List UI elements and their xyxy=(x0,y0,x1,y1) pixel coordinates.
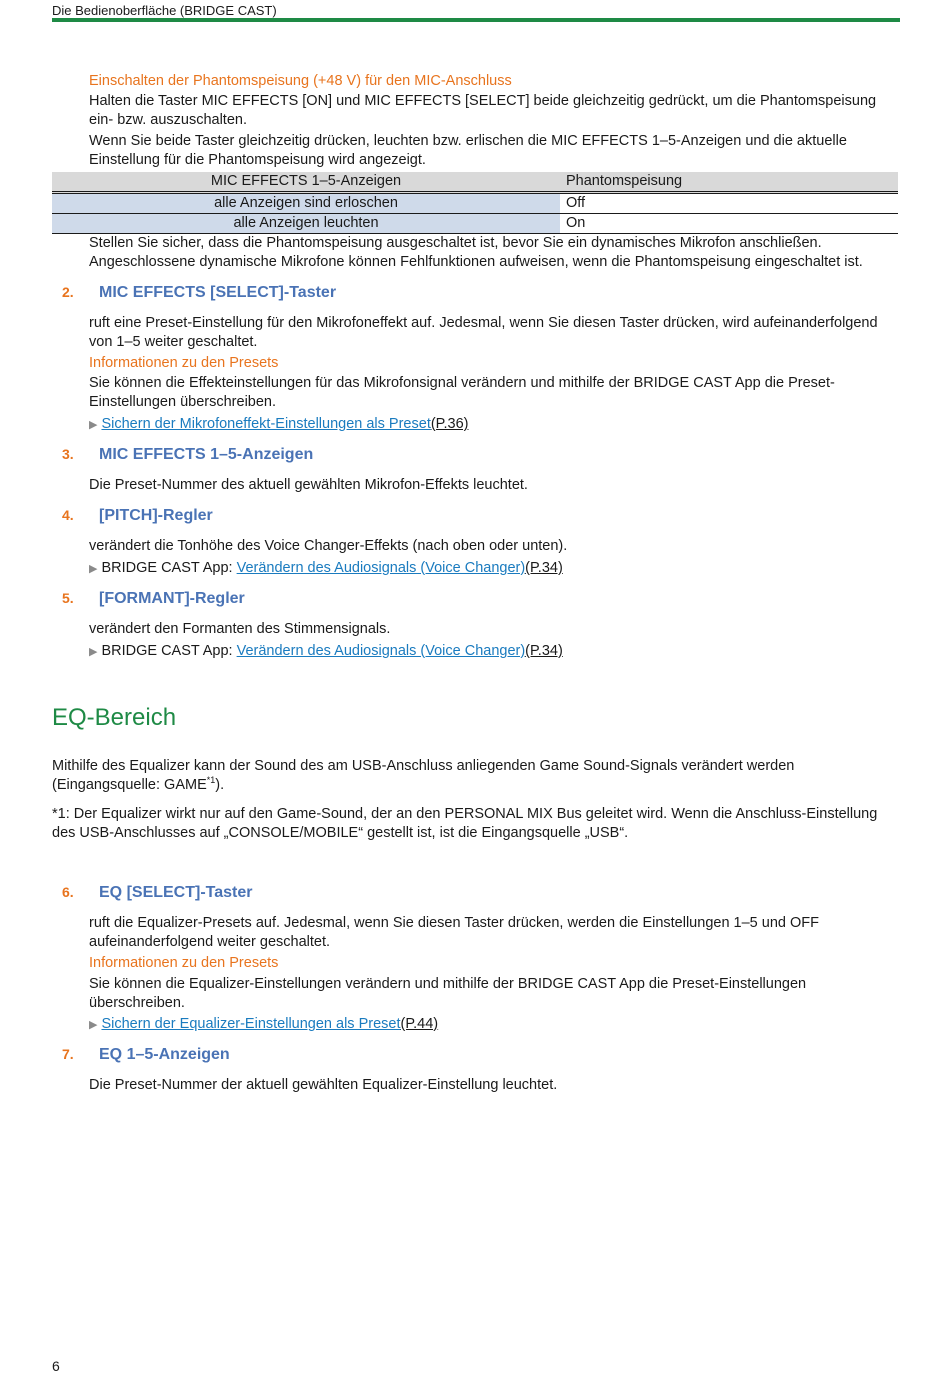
header-rule xyxy=(52,18,900,22)
item-title: [PITCH]-Regler xyxy=(99,507,213,524)
item-2-text: ruft eine Preset-Einstellung für den Mikrofoneffekt auf. Jedesmal, wenn Sie diesen Taster drücken, wird aufeinanderfolgend von 1–5 weiter geschaltet. xyxy=(89,315,878,350)
phantom-heading: Einschalten der Phantomspeisung (+48 V) für den MIC-Anschluss xyxy=(89,73,512,89)
table-header-col2: Phantomspeisung xyxy=(560,172,898,193)
table-cell: alle Anzeigen leuchten xyxy=(52,214,560,234)
item-7-text: Die Preset-Nummer der aktuell gewählten Equalizer-Einstellung leuchtet. xyxy=(89,1077,558,1093)
voice-changer-link[interactable]: Verändern des Audiosignals (Voice Changer) xyxy=(236,643,526,659)
voice-changer-link[interactable]: Verändern des Audiosignals (Voice Changer) xyxy=(236,560,526,576)
table-header-row xyxy=(52,172,898,193)
eq-footnote: *1: Der Equalizer wirkt nur auf den Game-Sound, der an den PERSONAL MIX Bus geleitet wird. Wenn die Anschluss-Einstellung des USB-Anschlusses auf „CONSOLE/MOBILE“ gestellt ist, ist die Eingangsquelle „USB“. xyxy=(52,806,878,841)
phantom-table xyxy=(52,172,898,234)
section-title: EQ-Bereich xyxy=(52,704,177,731)
preset-save-link[interactable]: Sichern der Mikrofoneffekt-Einstellungen als Preset xyxy=(101,416,431,432)
item-number: 3. xyxy=(62,446,74,462)
item-6-subheading: Informationen zu den Presets xyxy=(89,955,279,971)
triangle-right-icon: ▶ xyxy=(89,646,98,658)
eq-intro xyxy=(52,757,898,795)
item-5-text: verändert den Formanten des Stimmensignals. xyxy=(89,621,391,637)
eq-intro-end: ). xyxy=(215,777,225,793)
page-ref[interactable]: (P.34) xyxy=(525,643,563,659)
item-6-text: ruft die Equalizer-Presets auf. Jedesmal, wenn Sie diesen Taster drücken, werden die Einstellungen 1–5 und OFF aufeinanderfolgend weiter geschaltet. xyxy=(89,915,819,950)
item-6-subtext: Sie können die Equalizer-Einstellungen verändern und mithilfe der BRIDGE CAST App die Preset-Einstellungen überschreiben. xyxy=(89,976,807,1011)
table-row xyxy=(52,214,898,234)
item-number: 5. xyxy=(62,590,74,606)
item-title: EQ [SELECT]-Taster xyxy=(99,884,253,901)
phantom-note: Stellen Sie sicher, dass die Phantomspeisung ausgeschaltet ist, bevor Sie ein dynamisches Mikrofon anschließen. Angeschlossene dynamische Mikrofone können Fehlfunktionen aufweisen, wenn die Phantomspeisung eingeschaltet ist. xyxy=(89,235,863,270)
item-title: MIC EFFECTS [SELECT]-Taster xyxy=(99,284,337,301)
item-number: 7. xyxy=(62,1046,74,1062)
page-ref[interactable]: (P.36) xyxy=(430,416,469,432)
eq-intro-text: Mithilfe des Equalizer kann der Sound des am USB-Anschluss anliegenden Game Sound-Signals verändert werden (Eingangsquelle: GAME xyxy=(52,758,795,793)
ref-prefix: BRIDGE CAST App: xyxy=(101,643,237,659)
item-6-reference xyxy=(89,1015,889,1035)
triangle-right-icon: ▶ xyxy=(89,419,98,431)
item-2-subheading: Informationen zu den Presets xyxy=(89,355,279,371)
eq-preset-save-link[interactable]: Sichern der Equalizer-Einstellungen als Preset xyxy=(101,1016,401,1032)
item-number: 6. xyxy=(62,884,74,900)
item-number: 2. xyxy=(62,284,74,300)
item-number: 4. xyxy=(62,507,74,523)
item-title: [FORMANT]-Regler xyxy=(99,590,245,607)
item-2-subtext: Sie können die Effekteinstellungen für das Mikrofonsignal verändern und mithilfe der BRIDGE CAST App die Preset-Einstellungen überschreiben. xyxy=(89,375,835,410)
page-ref[interactable]: (P.34) xyxy=(525,560,563,576)
triangle-right-icon: ▶ xyxy=(89,1019,98,1031)
item-title: EQ 1–5-Anzeigen xyxy=(99,1046,230,1063)
item-5-reference xyxy=(89,642,889,662)
item-title: MIC EFFECTS 1–5-Anzeigen xyxy=(99,446,314,463)
table-header-col1: MIC EFFECTS 1–5-Anzeigen xyxy=(52,172,560,193)
table-cell: alle Anzeigen sind erloschen xyxy=(52,193,560,214)
running-header: Die Bedienoberfläche (BRIDGE CAST) xyxy=(52,3,277,18)
table-cell: Off xyxy=(560,193,898,214)
page-ref[interactable]: (P.44) xyxy=(400,1016,439,1032)
footnote-marker: *1 xyxy=(206,775,216,786)
ref-prefix: BRIDGE CAST App: xyxy=(101,560,237,576)
page-number: 6 xyxy=(52,1358,60,1374)
item-3-text: Die Preset-Nummer des aktuell gewählten Mikrofon-Effekts leuchtet. xyxy=(89,477,528,493)
item-2-reference xyxy=(89,415,889,435)
item-4-reference xyxy=(89,559,889,579)
table-cell: On xyxy=(560,214,898,234)
phantom-para-2: Wenn Sie beide Taster gleichzeitig drücken, leuchten bzw. erlischen die MIC EFFECTS 1–5-Anzeigen und die aktuelle Einstellung für die Phantomspeisung wird angezeigt. xyxy=(89,133,847,168)
triangle-right-icon: ▶ xyxy=(89,563,98,575)
table-row xyxy=(52,193,898,214)
phantom-para-1: Halten die Taster MIC EFFECTS [ON] und MIC EFFECTS [SELECT] beide gleichzeitig gedrückt, um die Phantomspeisung ein- bzw. auszuschalten. xyxy=(89,93,877,128)
item-4-text: verändert die Tonhöhe des Voice Changer-Effekts (nach oben oder unten). xyxy=(89,538,568,554)
